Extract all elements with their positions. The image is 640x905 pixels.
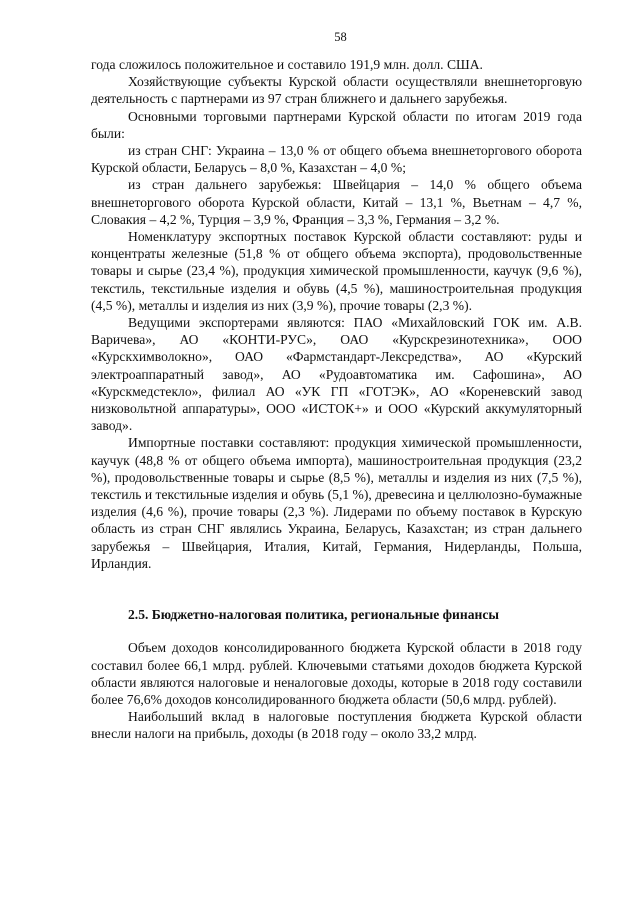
paragraph-cis-partners: из стран СНГ: Украина – 13,0 % от общего объема внешнеторгового оборота Курской области, Беларусь – 8,0 %, Казахстан – 4,0 %; [91, 143, 582, 176]
paragraph-tax-contribution: Наибольший вклад в налоговые поступления бюджета Курской области внесли налоги на прибыль, доходы (в 2018 году – около 33,2 млрд. [91, 709, 582, 742]
paragraph-imports: Импортные поставки составляют: продукция химической промышленности, каучук (48,8 % от общего объема импорта), машиностроительная продукция (23,2 %), продовольственные товары и сырье (8,5 %), металлы и изделия из них (7,5 %), текстиль и текстильные изделия и обувь (5,1 %), древесина и целлюлозно-бумажные изделия (4,6 %), прочие товары (2,3 %). Лидерами по объему поставок в Курскую область из стран СНГ являлись Украина, Беларусь, Казахстан; из стран дальнего зарубежья – Швейцария, Италия, Китай, Германия, Нидерланды, Польша, Ирландия. [91, 435, 582, 571]
paragraph-leading-exporters: Ведущими экспортерами являются: ПАО «Михайловский ГОК им. А.В. Варичева», АО «КОНТИ-РУС», ОАО «Курскрезинотехника», ООО «Курскхимволокно», ОАО «Фармстандарт-Лексредства», АО «Курский электроаппаратный завод», АО «Рудоавтоматика им. Сафошина», АО «Курскмедстекло», филиал АО «УК ГП «ГОТЭК», АО «Кореневский завод низковольтной аппаратуры», ООО «ИСТОК+» и ООО «Курский аккумуляторный завод». [91, 315, 582, 434]
page-number: 58 [334, 30, 347, 44]
paragraph-export-nomenclature: Номенклатуру экспортных поставок Курской области составляют: руды и концентраты железные (51,8 % от общего объема экспорта), продовольственные товары и сырье (23,4 %), продукция химической промышленности, каучук (9,6 %), текстиль, текстильные изделия и обувь (4,5 %), машиностроительная продукция (4,5 %), металлы и изделия из них (3,9 %), прочие товары (2,3 %). [91, 229, 582, 313]
paragraph-far-abroad-partners: из стран дальнего зарубежья: Швейцария – 14,0 % общего объема внешнеторгового оборота Курской области, Китай – 13,1 %, Вьетнам – 4,7 %, Словакия – 4,2 %, Турция – 3,9 %, Франция – 3,3 %, Германия – 3,2 %. [91, 177, 582, 227]
paragraph-partners-count: Хозяйствующие субъекты Курской области осуществляли внешнеторговую деятельность с партнерами из 97 стран ближнего и дальнего зарубежья. [91, 74, 582, 107]
paragraph-main-partners: Основными торговыми партнерами Курской области по итогам 2019 года были: [91, 108, 582, 141]
section-heading: 2.5. Бюджетно-налоговая политика, региональные финансы [128, 607, 499, 623]
paragraph-budget-revenue: Объем доходов консолидированного бюджета Курской области в 2018 году составил более 66,1 млрд. рублей. Ключевыми статьями доходов бюджета Курской области являются налоговые и неналоговые доходы, которые в 2018 году составили более 76,6% доходов консолидированного бюджета области (50,6 млрд. рублей). [91, 640, 582, 707]
paragraph-continuation: года сложилось положительное и составило 191,9 млн. долл. США. [91, 57, 483, 72]
